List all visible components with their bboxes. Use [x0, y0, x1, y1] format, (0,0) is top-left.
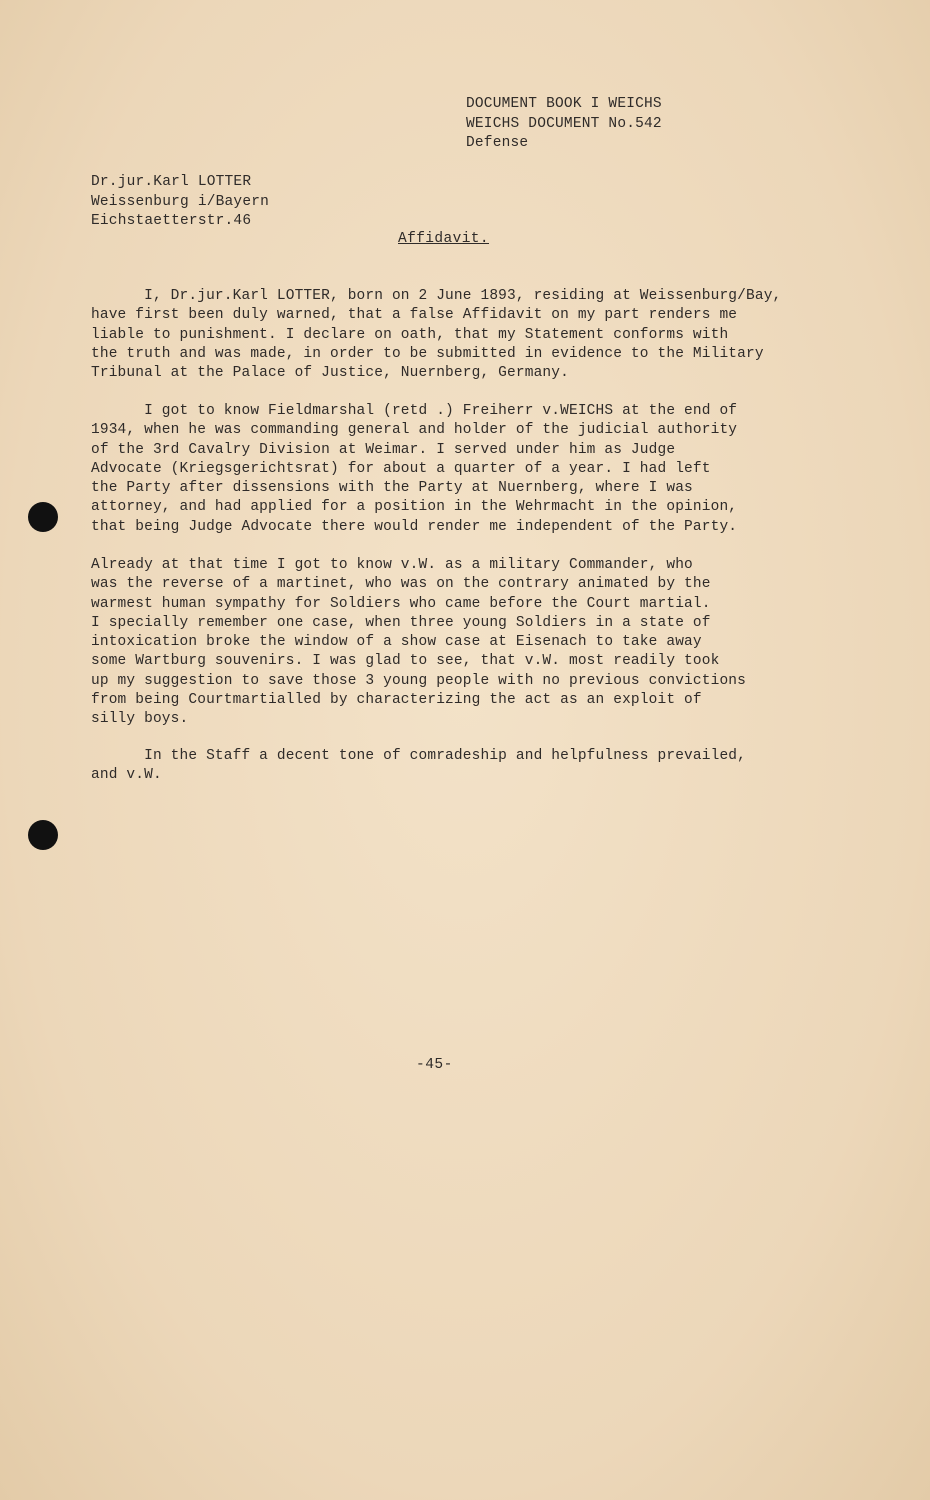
document-title: Affidavit.	[398, 231, 490, 247]
text-line: from being Courtmartialled by characterizing the act as an exploit of	[91, 692, 702, 709]
document-header	[466, 95, 662, 154]
text-line: I specially remember one case, when three young Soldiers in a state of	[91, 614, 711, 631]
text-line: warmest human sympathy for Soldiers who came before the Court martial.	[91, 595, 711, 612]
sender-street: Eichstaetterstr.46	[91, 213, 252, 229]
text-line: that being Judge Advocate there would render me independent of the Party.	[91, 518, 738, 535]
text-line: 1934, when he was commanding general and holder of the judicial authority	[91, 422, 738, 439]
punch-hole-upper	[28, 502, 58, 532]
text-line: the truth and was made, in order to be submitted in evidence to the Military	[91, 345, 764, 362]
sender-address	[91, 173, 269, 232]
paragraph-2	[91, 402, 851, 537]
header-party: Defense	[466, 135, 529, 151]
text-line: Tribunal at the Palace of Justice, Nuernberg, Germany.	[91, 365, 569, 382]
text-line: I got to know Fieldmarshal (retd .) Freiherr v.WEICHS at the end of	[91, 403, 738, 419]
text-line: the Party after dissensions with the Party at Nuernberg, where I was	[91, 480, 693, 497]
text-line: attorney, and had applied for a position in the Wehrmacht in the opinion,	[91, 499, 738, 516]
text-line: Advocate (Kriegsgerichtsrat) for about a quarter of a year. I had left	[91, 460, 711, 477]
text-line: liable to punishment. I declare on oath, that my Statement conforms with	[91, 326, 729, 343]
text-line: have first been duly warned, that a false Affidavit on my part renders me	[91, 307, 738, 324]
text-line: and v.W.	[91, 767, 162, 784]
paragraph-1	[91, 287, 851, 383]
text-line: of the 3rd Cavalry Division at Weimar. I served under him as Judge	[91, 441, 676, 458]
header-document-number: WEICHS DOCUMENT No.542	[466, 115, 662, 132]
text-line: I, Dr.jur.Karl LOTTER, born on 2 June 1893, residing at Weissenburg/Bay,	[91, 288, 782, 304]
text-line: up my suggestion to save those 3 young people with no previous convictions	[91, 672, 747, 689]
text-line: some Wartburg souvenirs. I was glad to see, that v.W. most readily took	[91, 653, 720, 670]
text-line: was the reverse of a martinet, who was on the contrary animated by the	[91, 576, 711, 593]
text-line: intoxication broke the window of a show case at Eisenach to take away	[91, 634, 702, 651]
page-number: -45-	[416, 1057, 453, 1073]
paragraph-3	[91, 556, 851, 730]
text-line: Already at that time I got to know v.W. as a military Commander, who	[91, 557, 693, 573]
header-document-book: DOCUMENT BOOK I WEICHS	[466, 96, 662, 112]
text-line: In the Staff a decent tone of comradeship and helpfulness prevailed,	[91, 748, 747, 764]
text-line: silly boys.	[91, 711, 189, 728]
punch-hole-lower	[28, 820, 58, 850]
paragraph-4	[91, 747, 851, 786]
sender-city: Weissenburg i/Bayern	[91, 193, 270, 210]
sender-name: Dr.jur.Karl LOTTER	[91, 174, 252, 190]
